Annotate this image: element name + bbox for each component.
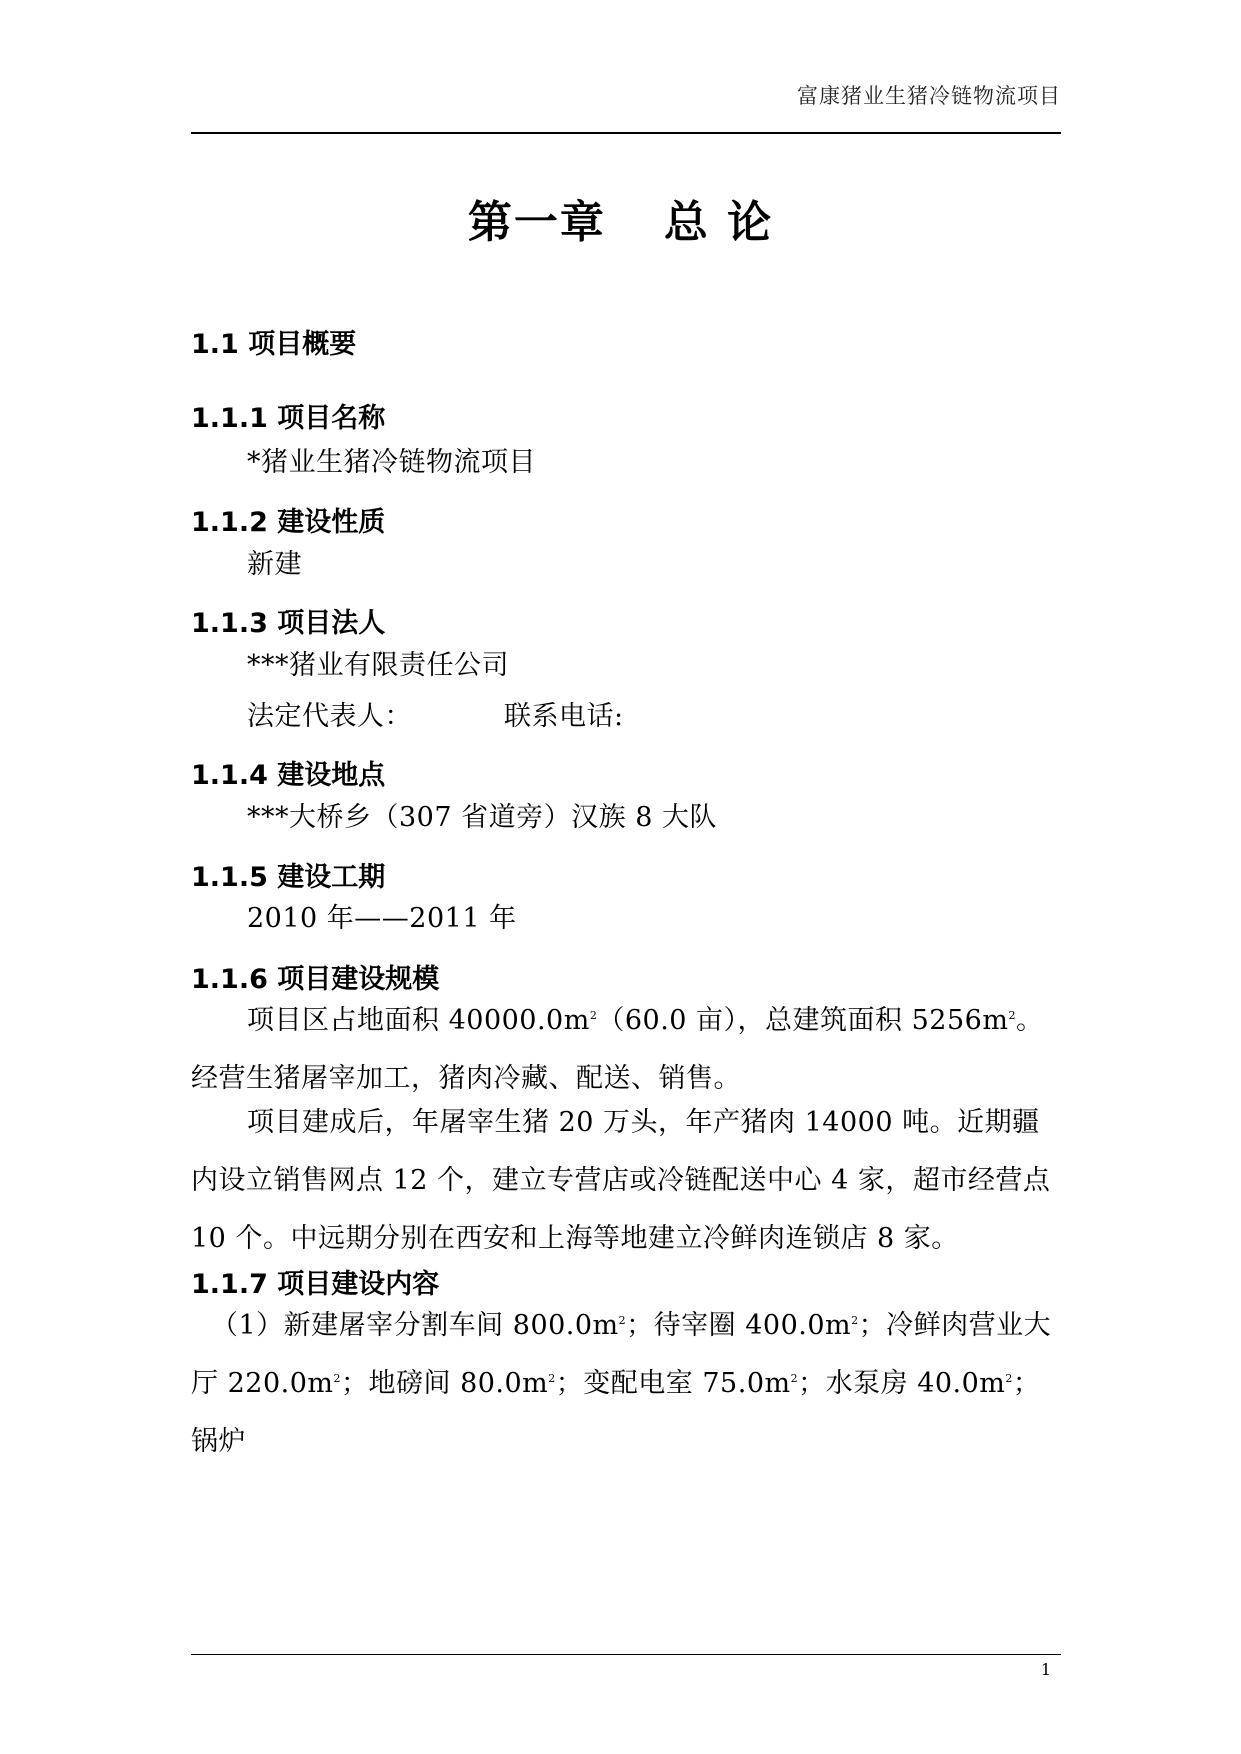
- running-header: 富康猪业生猪冷链物流项目: [797, 84, 1061, 108]
- content-text: ；待宰圈 400.0m: [626, 1310, 852, 1341]
- page-number: 1: [1040, 1660, 1051, 1679]
- unit-superscript: 2: [548, 1372, 556, 1385]
- scale-paragraph-2: 项目建成后，年屠宰生猪 20 万头，年产猪肉 14000 吨。近期疆内设立销售网点 12 个，建立专营店或冷链配送中心 4 家，超市经营点 10 个。中远期分别在西安和上海等地建立冷鲜肉连锁店 8 家。: [191, 1107, 1051, 1254]
- content-text: ；地磅间 80.0m: [340, 1368, 549, 1399]
- company-name-text: ***猪业有限责任公司: [247, 650, 509, 681]
- chapter-name: 总 论: [663, 197, 774, 248]
- content-text: ；水泵房 40.0m: [798, 1368, 1006, 1399]
- scale-paragraph-1: [191, 992, 1061, 1108]
- section-heading-1-1-6: 1.1.6 项目建设规模: [191, 964, 440, 995]
- unit-superscript: 2: [1005, 1372, 1013, 1385]
- legal-rep-label: 法定代表人：: [247, 701, 412, 732]
- section-heading-1-1-2: 1.1.2 建设性质: [191, 507, 386, 538]
- unit-superscript: 2: [333, 1372, 341, 1385]
- location-text: ***大桥乡（307 省道旁）汉族 8 大队: [247, 802, 717, 833]
- unit-superscript: 2: [618, 1314, 627, 1327]
- construction-period-text: 2010 年——2011 年: [247, 903, 517, 934]
- legal-rep-line: [191, 688, 1061, 746]
- content-text: ；冷鲜肉营业大厅 220.0m: [191, 1310, 1052, 1399]
- section-heading-1-1-4: 1.1.4 建设地点: [191, 760, 386, 791]
- content-text: ；变配电室 75.0m: [555, 1368, 791, 1399]
- header-rule: [191, 132, 1061, 134]
- section-heading-1-1-5: 1.1.5 建设工期: [191, 862, 386, 893]
- section-heading-1-1-1: 1.1.1 项目名称: [191, 403, 386, 434]
- project-name-text: *猪业生猪冷链物流项目: [247, 447, 536, 478]
- content-text: （1）新建屠宰分割车间 800.0m: [211, 1310, 619, 1341]
- section-heading-1-1-3: 1.1.3 项目法人: [191, 608, 386, 639]
- unit-superscript: 2: [851, 1314, 859, 1327]
- unit-superscript: 2: [1008, 1009, 1016, 1022]
- unit-superscript: 2: [790, 1372, 799, 1385]
- phone-label: 联系电话:: [504, 701, 624, 732]
- content-paragraph-1: [191, 1297, 1061, 1471]
- chapter-title: [0, 186, 1241, 250]
- scale-text-c: 。经营生猪屠宰加工，猪肉冷藏、配送、销售。: [191, 1005, 1044, 1094]
- construction-nature-text: 新建: [247, 549, 302, 580]
- section-heading-1-1-7: 1.1.7 项目建设内容: [191, 1269, 440, 1300]
- unit-superscript: 2: [589, 1009, 598, 1022]
- chapter-number: 第一章: [467, 197, 606, 248]
- section-heading-1-1: 1.1 项目概要: [191, 329, 357, 360]
- content-text: ；锅炉: [191, 1368, 1041, 1457]
- scale-text-b: （60.0 亩），总建筑面积 5256m: [597, 1005, 1009, 1036]
- scale-text-a: 项目区占地面积 40000.0m: [247, 1005, 590, 1036]
- footer-rule: [191, 1654, 1061, 1655]
